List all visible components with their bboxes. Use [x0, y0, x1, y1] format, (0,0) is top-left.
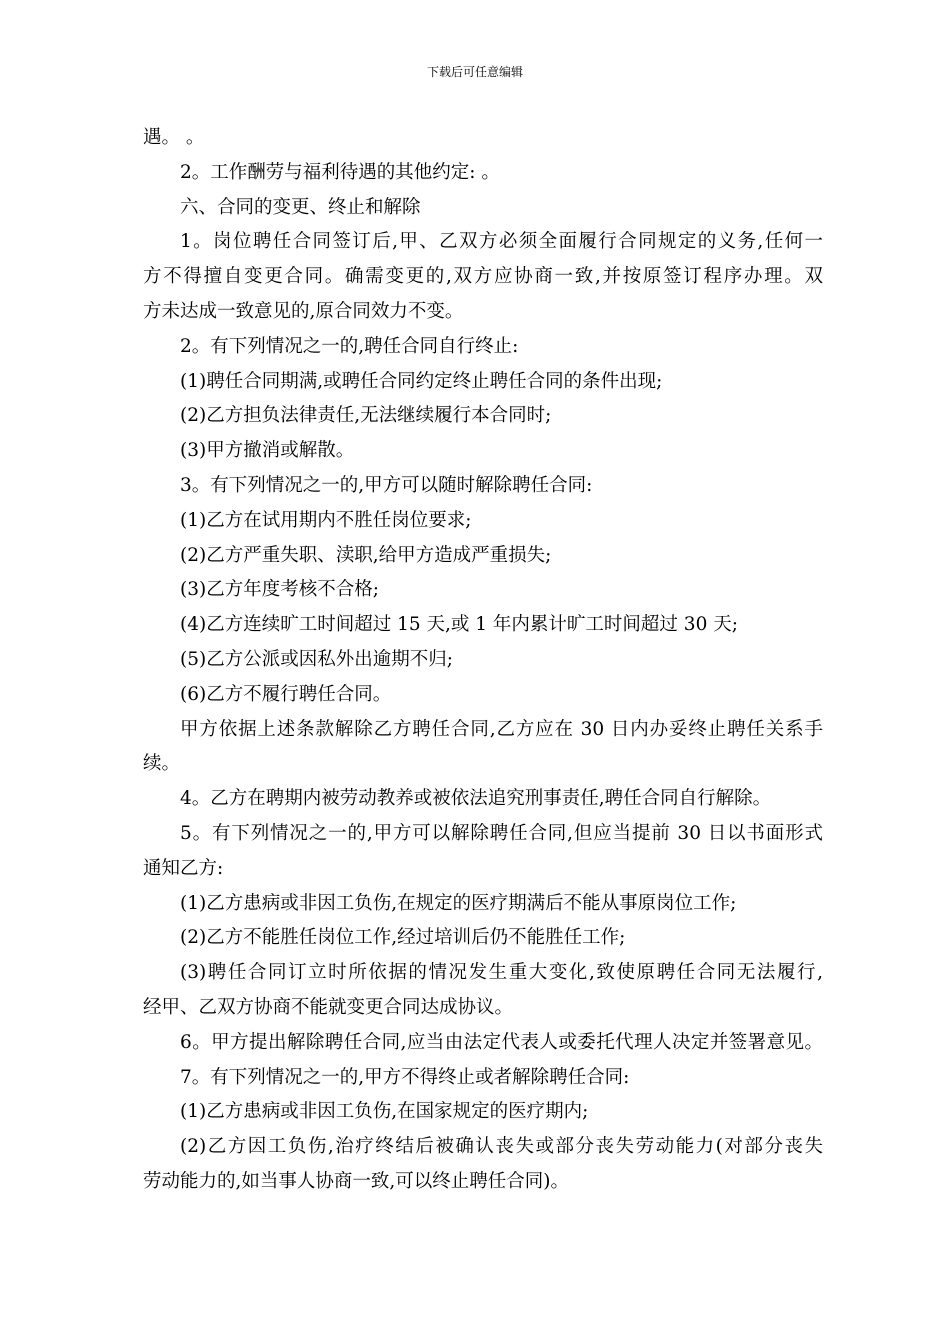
text-line: 经甲、乙双方协商不能就变更合同达成协议。 — [143, 996, 514, 1018]
text-line: 7。有下列情况之一的,甲方不得终止或者解除聘任合同: — [180, 1066, 630, 1088]
text-line: (1)乙方在试用期内不胜任岗位要求; — [180, 509, 472, 531]
text-line: 续。 — [143, 753, 181, 775]
text-line: 3。有下列情况之一的,甲方可以随时解除聘任合同: — [180, 474, 593, 496]
text-line: 方未达成一致意见的,原合同效力不变。 — [143, 300, 464, 322]
text-line: (1)乙方患病或非因工负伤,在国家规定的医疗期内; — [180, 1101, 589, 1123]
text-line: (2)乙方因工负伤,治疗终结后被确认丧失或部分丧失劳动能力(对部分丧失 — [180, 1136, 823, 1158]
text-line: 六、合同的变更、终止和解除 — [180, 196, 421, 218]
text-line: 甲方依据上述条款解除乙方聘任合同,乙方应在 30 日内办妥终止聘任关系手 — [180, 718, 823, 740]
page-header: 下载后可任意编辑 — [426, 65, 523, 79]
text-line: (2)乙方严重失职、渎职,给甲方造成严重损失; — [180, 544, 552, 566]
text-line: (2)乙方担负法律责任,无法继续履行本合同时; — [180, 405, 552, 427]
text-line: (5)乙方公派或因私外出逾期不归; — [180, 648, 453, 670]
text-line: (1)乙方患病或非因工负伤,在规定的医疗期满后不能从事原岗位工作; — [180, 892, 737, 914]
text-line: (6)乙方不履行聘任合同。 — [180, 683, 392, 705]
text-line: 遇。 。 — [143, 127, 205, 148]
text-line: 5。有下列情况之一的,甲方可以解除聘任合同,但应当提前 30 日以书面形式 — [180, 822, 823, 844]
text-line: (3)甲方撤消或解散。 — [180, 440, 355, 462]
text-line: 1。岗位聘任合同签订后,甲、乙双方必须全面履行合同规定的义务,任何一 — [180, 231, 823, 253]
text-line: 劳动能力的,如当事人协商一致,可以终止聘任合同)。 — [143, 1170, 569, 1192]
text-line: 方不得擅自变更合同。确需变更的,双方应协商一致,并按原签订程序办理。双 — [143, 266, 823, 288]
text-line: (2)乙方不能胜任岗位工作,经过培训后仍不能胜任工作; — [180, 927, 626, 949]
text-line: 6。甲方提出解除聘任合同,应当由法定代表人或委托代理人决定并签署意见。 — [180, 1031, 823, 1053]
text-line: (3)聘任合同订立时所依据的情况发生重大变化,致使原聘任合同无法履行, — [180, 962, 823, 984]
text-line: (1)聘任合同期满,或聘任合同约定终止聘任合同的条件出现; — [180, 370, 663, 392]
text-line: 通知乙方: — [143, 857, 224, 879]
text-line: 2。工作酬劳与福利待遇的其他约定: 。 — [180, 161, 500, 183]
text-line: (4)乙方连续旷工时间超过 15 天,或 1 年内累计旷工时间超过 30 天; — [180, 614, 738, 636]
text-line: (3)乙方年度考核不合格; — [180, 579, 379, 601]
text-line: 4。乙方在聘期内被劳动教养或被依法追究刑事责任,聘任合同自行解除。 — [180, 788, 772, 810]
text-line: 2。有下列情况之一的,聘任合同自行终止: — [180, 335, 519, 357]
document-body — [143, 121, 823, 1200]
